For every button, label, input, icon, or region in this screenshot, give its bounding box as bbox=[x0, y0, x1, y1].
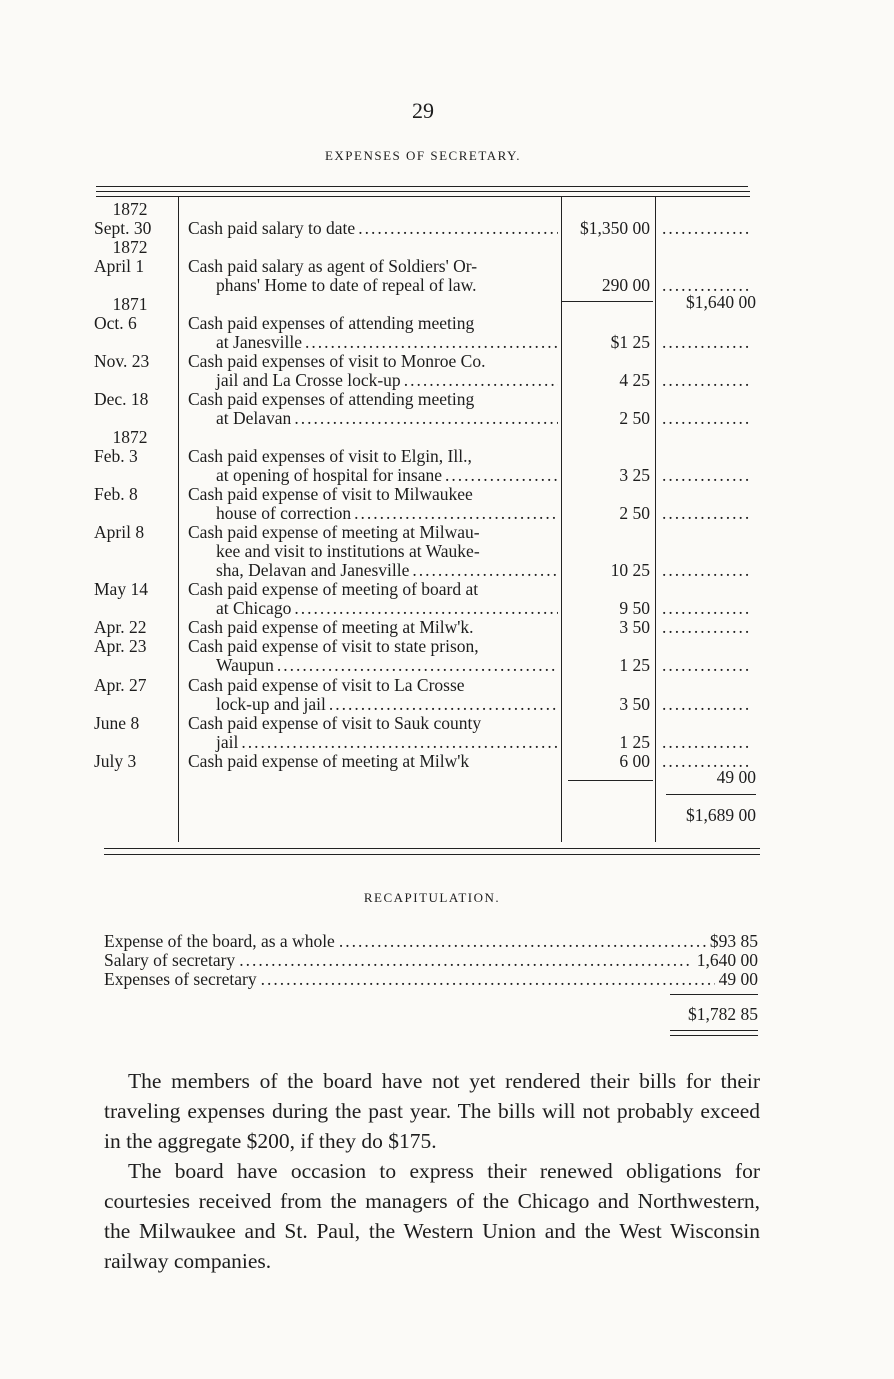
entry-description-line: Waupun ..... bbox=[216, 656, 558, 675]
table-top-rule-2 bbox=[96, 191, 750, 192]
entry-description-line: Cash paid expenses of visit to Elgin, Ill., bbox=[188, 446, 472, 466]
entry-date: Apr. 27 bbox=[94, 675, 147, 695]
entry-description-line: sha, Delavan and Janesville ..... bbox=[216, 561, 558, 580]
entry-description-line: at Delavan ..... bbox=[216, 409, 558, 428]
table-bottom-rule-2 bbox=[104, 854, 760, 855]
entry-amount: 1 25 bbox=[619, 732, 650, 752]
recap-amount: $93 85 bbox=[709, 931, 758, 951]
entry-description-line: Cash paid expenses of visit to Monroe Co. bbox=[188, 351, 486, 371]
entry-date: Feb. 3 bbox=[94, 446, 138, 466]
entry-description-line: at opening of hospital for insane ..... bbox=[216, 466, 558, 485]
recap-row bbox=[104, 932, 758, 951]
recap-row bbox=[104, 970, 758, 989]
entry-amount: 10 25 bbox=[610, 560, 650, 580]
table-top-rule-3 bbox=[96, 196, 750, 197]
recap-label: Expenses of secretary bbox=[104, 969, 257, 989]
entry-date: Apr. 23 bbox=[94, 636, 147, 656]
recap-total: $1,782 85 bbox=[688, 1004, 758, 1024]
total-column-leader bbox=[662, 599, 756, 618]
section-title: EXPENSES OF SECRETARY. bbox=[324, 148, 522, 163]
entry-date: June 8 bbox=[94, 713, 140, 733]
recap-sum-rule bbox=[670, 994, 758, 995]
entry-total: $1,640 00 bbox=[686, 292, 756, 312]
total-column-leader bbox=[662, 561, 756, 580]
entry-date: Dec. 18 bbox=[94, 389, 149, 409]
recapitulation-title: RECAPITULATION. bbox=[363, 890, 501, 905]
total-column-leader bbox=[662, 371, 756, 390]
entry-amount: $1 25 bbox=[610, 332, 650, 352]
entry-description-line: Cash paid salary as agent of Soldiers' Or- bbox=[188, 256, 478, 276]
body-paragraph: The members of the board have not yet rendered their bills for their traveling expenses during the past year. The bills will not probably exceed in the aggregate $200, if they do $175. bbox=[104, 1069, 760, 1153]
recap-label: Salary of secretary bbox=[104, 950, 236, 970]
entry-amount: 1 25 bbox=[619, 655, 650, 675]
entry-amount: 3 25 bbox=[619, 465, 650, 485]
total-column-leader bbox=[662, 695, 756, 714]
subtotal-rule-1 bbox=[562, 301, 653, 302]
column-divider-date bbox=[178, 197, 179, 842]
entry-description-line: at Janesville ..... bbox=[216, 333, 558, 352]
recap-total-rule-2 bbox=[670, 1035, 758, 1036]
entry-description-line: phans' Home to date of repeal of law. bbox=[216, 275, 477, 295]
recap-row bbox=[104, 951, 758, 970]
entry-description-line: jail and La Crosse lock-up ..... bbox=[216, 371, 558, 390]
total-column-leader bbox=[662, 466, 756, 485]
entry-year: 1872 bbox=[112, 199, 148, 219]
entry-amount: 4 25 bbox=[619, 370, 650, 390]
total-column-leader bbox=[662, 333, 756, 352]
entry-description-line: Cash paid expense of meeting at Milw'k. bbox=[188, 617, 474, 637]
entry-description-line: jail ..... bbox=[216, 733, 558, 752]
entry-description-line: Cash paid expense of meeting at Milwau- bbox=[188, 522, 480, 542]
entry-amount: 290 00 bbox=[601, 275, 650, 295]
entry-description-line: Cash paid expense of visit to state prison, bbox=[188, 636, 479, 656]
entry-description-line: Cash paid expenses of attending meeting bbox=[188, 313, 475, 333]
recap-amount: 1,640 00 bbox=[696, 950, 758, 970]
table-bottom-rule-1 bbox=[104, 848, 760, 849]
entry-amount: 9 50 bbox=[619, 598, 650, 618]
entry-date: May 14 bbox=[94, 579, 148, 599]
entry-description-line: Cash paid expense of meeting at Milw'k bbox=[188, 751, 470, 771]
grand-total: $1,689 00 bbox=[686, 805, 756, 825]
entry-date: Sept. 30 bbox=[94, 218, 152, 238]
total-rule bbox=[666, 794, 756, 795]
entry-amount: 2 50 bbox=[619, 503, 650, 523]
entry-year: 1872 bbox=[112, 237, 148, 257]
page-number: 29 bbox=[412, 98, 434, 123]
entry-description-line: Cash paid expense of meeting of board at bbox=[188, 579, 479, 599]
entry-date: Nov. 23 bbox=[94, 351, 150, 371]
entry-description-line: Cash paid expense of visit to La Crosse bbox=[188, 675, 465, 695]
entry-description-line: kee and visit to institutions at Wauke- bbox=[216, 541, 480, 561]
entry-date: Feb. 8 bbox=[94, 484, 138, 504]
entry-amount: 3 50 bbox=[619, 694, 650, 714]
entry-year: 1871 bbox=[112, 294, 148, 314]
recap-label: Expense of the board, as a whole bbox=[104, 931, 335, 951]
entry-date: July 3 bbox=[94, 751, 137, 771]
entry-description-line: house of correction ..... bbox=[216, 504, 558, 523]
subtotal-rule-2 bbox=[568, 780, 653, 781]
entry-total: 49 00 bbox=[716, 767, 756, 787]
table-top-rule-1 bbox=[96, 186, 748, 187]
recap-total-rule-1 bbox=[670, 1030, 758, 1031]
entry-date: Oct. 6 bbox=[94, 313, 137, 333]
entry-amount: $1,350 00 bbox=[580, 218, 650, 238]
entry-description-line: Cash paid expense of visit to Sauk county bbox=[188, 713, 482, 733]
total-column-leader bbox=[662, 409, 756, 428]
entry-description-line: at Chicago ..... bbox=[216, 599, 558, 618]
entry-description-line: Cash paid expense of visit to Milwaukee bbox=[188, 484, 473, 504]
entry-date: April 8 bbox=[94, 522, 145, 542]
total-column-leader bbox=[662, 733, 756, 752]
column-divider-amount bbox=[655, 197, 656, 842]
total-column-leader bbox=[662, 219, 756, 238]
entry-description-line: lock-up and jail ..... bbox=[216, 695, 558, 714]
entry-date: Apr. 22 bbox=[94, 617, 147, 637]
entry-year: 1872 bbox=[112, 427, 148, 447]
total-column-leader bbox=[662, 618, 756, 637]
body-paragraph: The board have occasion to express their renewed obligations for courtesies received from the managers of the Chicago and Northwestern, the Milwaukee and St. Paul, the Western Union and the West Wisconsin railway companies. bbox=[104, 1159, 760, 1273]
entry-amount: 2 50 bbox=[619, 408, 650, 428]
entry-description-line: Cash paid salary to date ..... bbox=[188, 219, 558, 238]
total-column-leader bbox=[662, 656, 756, 675]
total-column-leader bbox=[662, 504, 756, 523]
entry-date: April 1 bbox=[94, 256, 145, 276]
recap-amount: 49 00 bbox=[718, 969, 758, 989]
entry-description-line: Cash paid expenses of attending meeting bbox=[188, 389, 475, 409]
entry-amount: 3 50 bbox=[619, 617, 650, 637]
entry-amount: 6 00 bbox=[619, 751, 650, 771]
